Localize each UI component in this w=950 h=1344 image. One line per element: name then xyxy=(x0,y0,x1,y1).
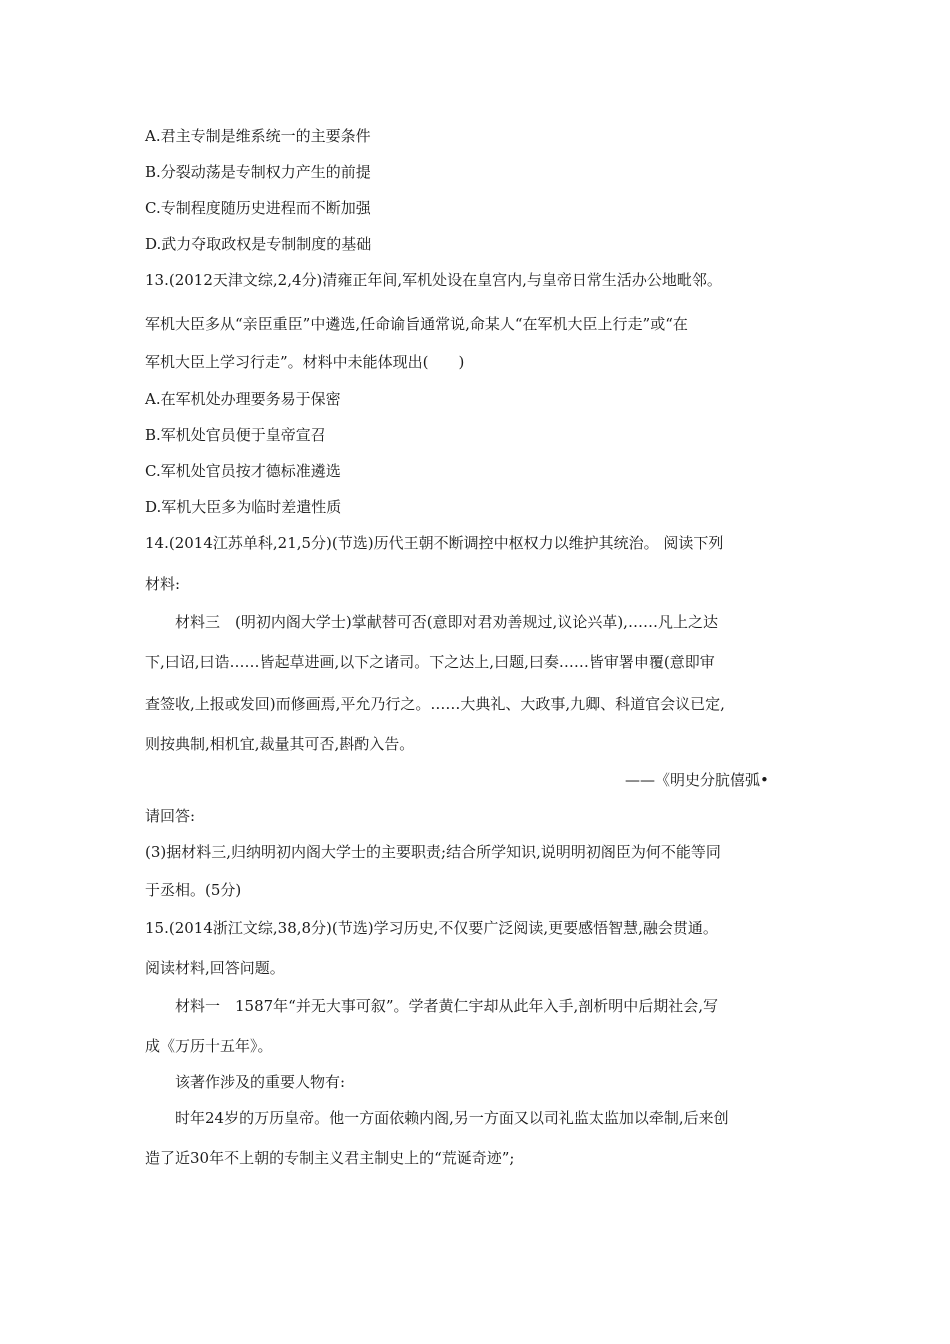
q15-material-line: 材料一 1587年“并无大事可叙”。学者黄仁宇却从此年入手,剖析明中后期社会,写 xyxy=(175,997,719,1015)
q14-stem-line: 材料: xyxy=(145,575,181,593)
q15-stem-line: 15.(2014浙江文综,38,8分)(节选)学习历史,不仅要广泛阅读,更要感悟智慧,融会贯通。 xyxy=(145,919,718,937)
q15-person-line: 造了近30年不上朝的专制主义君主制史上的“荒诞奇迹”; xyxy=(145,1149,515,1167)
q14-prompt: 请回答: xyxy=(145,807,196,825)
q14-material-line: 则按典制,相机宜,裁量其可否,斟酌入告。 xyxy=(145,735,415,753)
q14-source-citation: ——《明史分肮僖弧• xyxy=(625,771,769,789)
q12-option-b: B.分裂动荡是专制权力产生的前提 xyxy=(145,163,371,181)
q14-material-line: 下,曰诏,曰诰……皆起草进画,以下之诸司。下之达上,曰题,曰奏……皆审署申覆(意即审 xyxy=(145,653,715,671)
q12-option-d: D.武力夺取政权是专制制度的基础 xyxy=(145,235,372,253)
q13-stem-line: 军机大臣上学习行走”。材料中未能体现出( ) xyxy=(145,353,465,371)
q13-option-b: B.军机处官员便于皇帝宣召 xyxy=(145,426,326,444)
q14-question-line: 于丞相。(5分) xyxy=(145,881,242,899)
q14-material-line: 材料三 (明初内阁大学士)掌献替可否(意即对君劝善规过,议论兴革),……凡上之达 xyxy=(175,613,718,631)
q15-material-line: 成《万历十五年》。 xyxy=(145,1037,273,1055)
q12-option-c: C.专制程度随历史进程而不断加强 xyxy=(145,199,371,217)
q14-stem-line: 14.(2014江苏单科,21,5分)(节选)历代王朝不断调控中枢权力以维护其统治。 阅读下列 xyxy=(145,534,724,552)
q12-option-a: A.君主专制是维系统一的主要条件 xyxy=(145,127,371,145)
q15-intro: 该著作涉及的重要人物有: xyxy=(175,1073,346,1091)
q14-question-line: (3)据材料三,归纳明初内阁大学士的主要职责;结合所学知识,说明明初阁臣为何不能等同 xyxy=(145,843,721,861)
q13-option-c: C.军机处官员按才德标准遴选 xyxy=(145,462,341,480)
q14-material-line: 查签收,上报或发回)而修画焉,平允乃行之。……大典礼、大政事,九卿、科道官会议已定, xyxy=(145,695,725,713)
q13-stem-line: 军机大臣多从“亲臣重臣”中遴选,任命谕旨通常说,命某人“在军机大臣上行走”或“在 xyxy=(145,315,688,333)
q15-stem-line: 阅读材料,回答问题。 xyxy=(145,959,285,977)
q13-stem-line: 13.(2012天津文综,2,4分)清雍正年间,军机处设在皇宫内,与皇帝日常生活办公地毗邻。 xyxy=(145,271,722,289)
q13-option-a: A.在军机处办理要务易于保密 xyxy=(145,390,341,408)
q13-option-d: D.军机大臣多为临时差遣性质 xyxy=(145,498,342,516)
q15-person-line: 时年24岁的万历皇帝。他一方面依赖内阁,另一方面又以司礼监太监加以牵制,后来创 xyxy=(175,1109,729,1127)
